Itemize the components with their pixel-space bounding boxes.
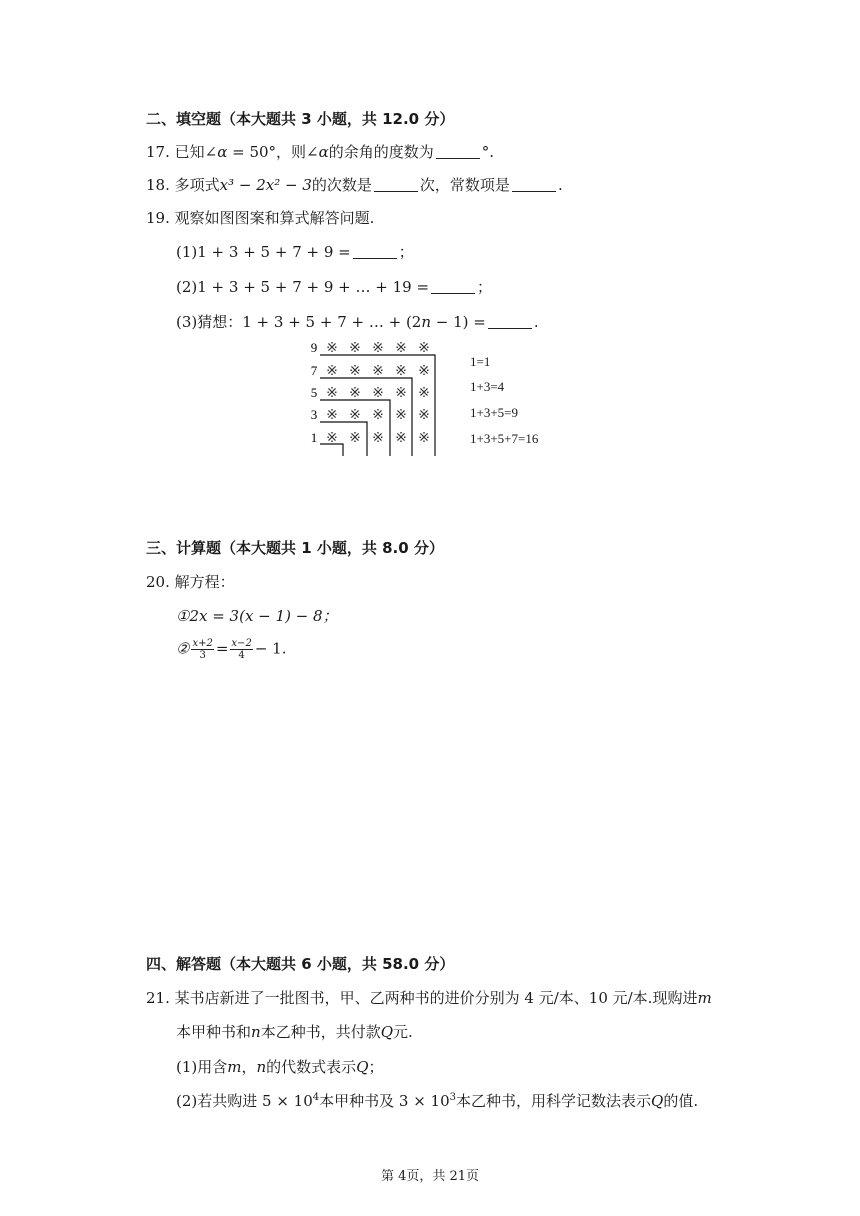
part-text: 的值.: [663, 1092, 699, 1110]
part-text: (2)若共购进 5 × 10: [176, 1092, 313, 1110]
pattern-cell: ※: [372, 364, 384, 379]
question-text: °.: [481, 143, 495, 161]
answer-blank: [353, 244, 397, 259]
question-number: 20.: [146, 573, 170, 591]
math-symbol: m: [227, 1058, 242, 1076]
numerator: x+2: [192, 638, 213, 649]
part-text: ；: [368, 1058, 384, 1076]
pattern-grid: [326, 341, 430, 446]
exponent: 3: [449, 1092, 457, 1103]
part-text: 的代数式表示: [266, 1058, 357, 1076]
question-text: 已知∠: [174, 143, 218, 161]
pattern-cell: ※: [326, 408, 338, 423]
question-19-part-1: [176, 241, 414, 262]
question-text: 本乙种书，共付款: [260, 1023, 381, 1041]
question-text: 某书店新进了一批图书，甲、乙两种书的进价分别为 4 元/本、10 元/本.现购进: [174, 989, 698, 1007]
question-text: 本甲种书和: [176, 1023, 252, 1041]
question-text: 多项式: [174, 176, 220, 194]
question-text: 的余角的度数为: [328, 143, 434, 161]
row-label: 1: [310, 430, 318, 445]
pattern-cell: ※: [372, 431, 384, 446]
math-symbol: Q: [651, 1092, 664, 1110]
pattern-cell: ※: [418, 341, 430, 356]
question-text: 观察如图图案和算式解答问题.: [174, 209, 375, 227]
answer-blank: [374, 177, 418, 192]
part-text: (1)1 + 3 + 5 + 7 + 9 =: [176, 243, 351, 261]
part-text: (2)1 + 3 + 5 + 7 + 9 + … + 19 =: [176, 278, 430, 296]
part-text: (1)用含: [176, 1058, 228, 1076]
question-text: 解方程：: [174, 573, 235, 591]
answer-blank: [436, 144, 480, 159]
math-symbol: Q: [380, 1023, 394, 1041]
equation-line-4: 1+3+5+7=16: [470, 431, 539, 446]
page-footer: 第 4页，共 21页: [380, 1169, 480, 1184]
pattern-cell: ※: [326, 386, 338, 401]
section-heading-answer: 四、解答题（本大题共 6 小题，共 58.0 分）: [146, 955, 455, 973]
part-text: − 1) =: [431, 313, 486, 331]
question-21-line-1: [146, 987, 712, 1008]
math-symbol: Q: [356, 1058, 369, 1076]
math-symbol: m: [697, 989, 712, 1007]
pattern-cell: ※: [395, 408, 407, 423]
math-symbol: α: [217, 143, 228, 161]
row-label: 5: [310, 385, 318, 400]
part-text: 本乙种书，用科学记数法表示: [456, 1092, 652, 1110]
pattern-cell: ※: [349, 408, 361, 423]
pattern-cell: ※: [349, 364, 361, 379]
question-19-part-3: [176, 311, 539, 332]
part-text: (3)猜想：1 + 3 + 5 + 7 + … + (2: [176, 313, 422, 331]
question-number: 21.: [146, 989, 170, 1007]
question-text: 次，常数项是: [419, 176, 510, 194]
pattern-cell: ※: [372, 341, 384, 356]
question-20-equation-2: [176, 638, 286, 661]
question-20-equation-1: [176, 605, 338, 626]
question-19: [146, 207, 374, 228]
row-label: 3: [310, 407, 318, 422]
row-label: 7: [310, 363, 318, 378]
math-symbol: n: [251, 1023, 261, 1041]
answer-blank: [512, 177, 556, 192]
circled-number: ②: [176, 639, 190, 658]
question-18: [146, 174, 563, 195]
denominator: 3: [199, 650, 206, 661]
pattern-cell: ※: [326, 364, 338, 379]
numerator: x−2: [231, 638, 252, 649]
punct: ；: [398, 243, 414, 261]
question-text: 元.: [393, 1023, 413, 1041]
math-expression: x³ − 2x² − 3: [219, 176, 312, 194]
question-number: 18.: [146, 176, 170, 194]
question-text: 的次数是: [311, 176, 372, 194]
exponent: 4: [312, 1092, 320, 1103]
question-number: 19.: [146, 209, 170, 227]
fraction: [191, 638, 213, 661]
pattern-cell: ※: [372, 386, 384, 401]
equation: 2x = 3(x − 1) − 8；: [189, 607, 338, 625]
section-heading-calc: 三、计算题（本大题共 1 小题，共 8.0 分）: [146, 539, 444, 557]
pattern-cell: ※: [349, 431, 361, 446]
fraction: [230, 638, 252, 661]
pattern-cell: ※: [418, 364, 430, 379]
answer-blank: [431, 279, 475, 294]
pattern-cell: ※: [418, 386, 430, 401]
question-21-part-2: [176, 1090, 698, 1111]
punct: ；: [477, 278, 493, 296]
answer-blank: [488, 314, 532, 329]
pattern-cell: ※: [349, 386, 361, 401]
pattern-cell: ※: [372, 408, 384, 423]
pattern-cell: ※: [326, 341, 338, 356]
part-text: 本甲种书及 3 × 10: [319, 1092, 450, 1110]
pattern-figure: [305, 338, 440, 458]
pattern-cell: ※: [418, 408, 430, 423]
question-21-part-1: [176, 1056, 384, 1077]
question-text: = 50°，则∠: [227, 143, 319, 161]
math-symbol: n: [421, 313, 432, 331]
pattern-cell: ※: [395, 341, 407, 356]
punct: .: [533, 313, 539, 331]
equation-tail: − 1.: [254, 639, 287, 658]
math-symbol: n: [256, 1058, 267, 1076]
equation-line-2: 1+3=4: [470, 379, 505, 394]
question-20: [146, 571, 235, 592]
question-17: [146, 141, 494, 162]
pattern-cell: ※: [418, 431, 430, 446]
pattern-cell: ※: [395, 431, 407, 446]
circled-number: ①: [176, 607, 190, 625]
denominator: 4: [238, 650, 245, 661]
pattern-cell: ※: [395, 364, 407, 379]
question-text: .: [557, 176, 563, 194]
question-19-part-2: [176, 276, 492, 297]
pattern-cell: ※: [326, 431, 338, 446]
question-21-line-2: [176, 1021, 413, 1042]
row-labels: [311, 340, 318, 445]
pattern-cell: ※: [349, 341, 361, 356]
equals: =: [215, 639, 229, 658]
question-number: 17.: [146, 143, 170, 161]
part-text: ，: [241, 1058, 257, 1076]
math-symbol: α: [318, 143, 329, 161]
equation-line-1: 1=1: [470, 354, 491, 369]
row-label: 9: [310, 340, 318, 355]
pattern-cell: ※: [395, 386, 407, 401]
equation-line-3: 1+3+5=9: [470, 405, 518, 420]
section-heading-fill: 二、填空题（本大题共 3 小题，共 12.0 分）: [146, 110, 455, 128]
